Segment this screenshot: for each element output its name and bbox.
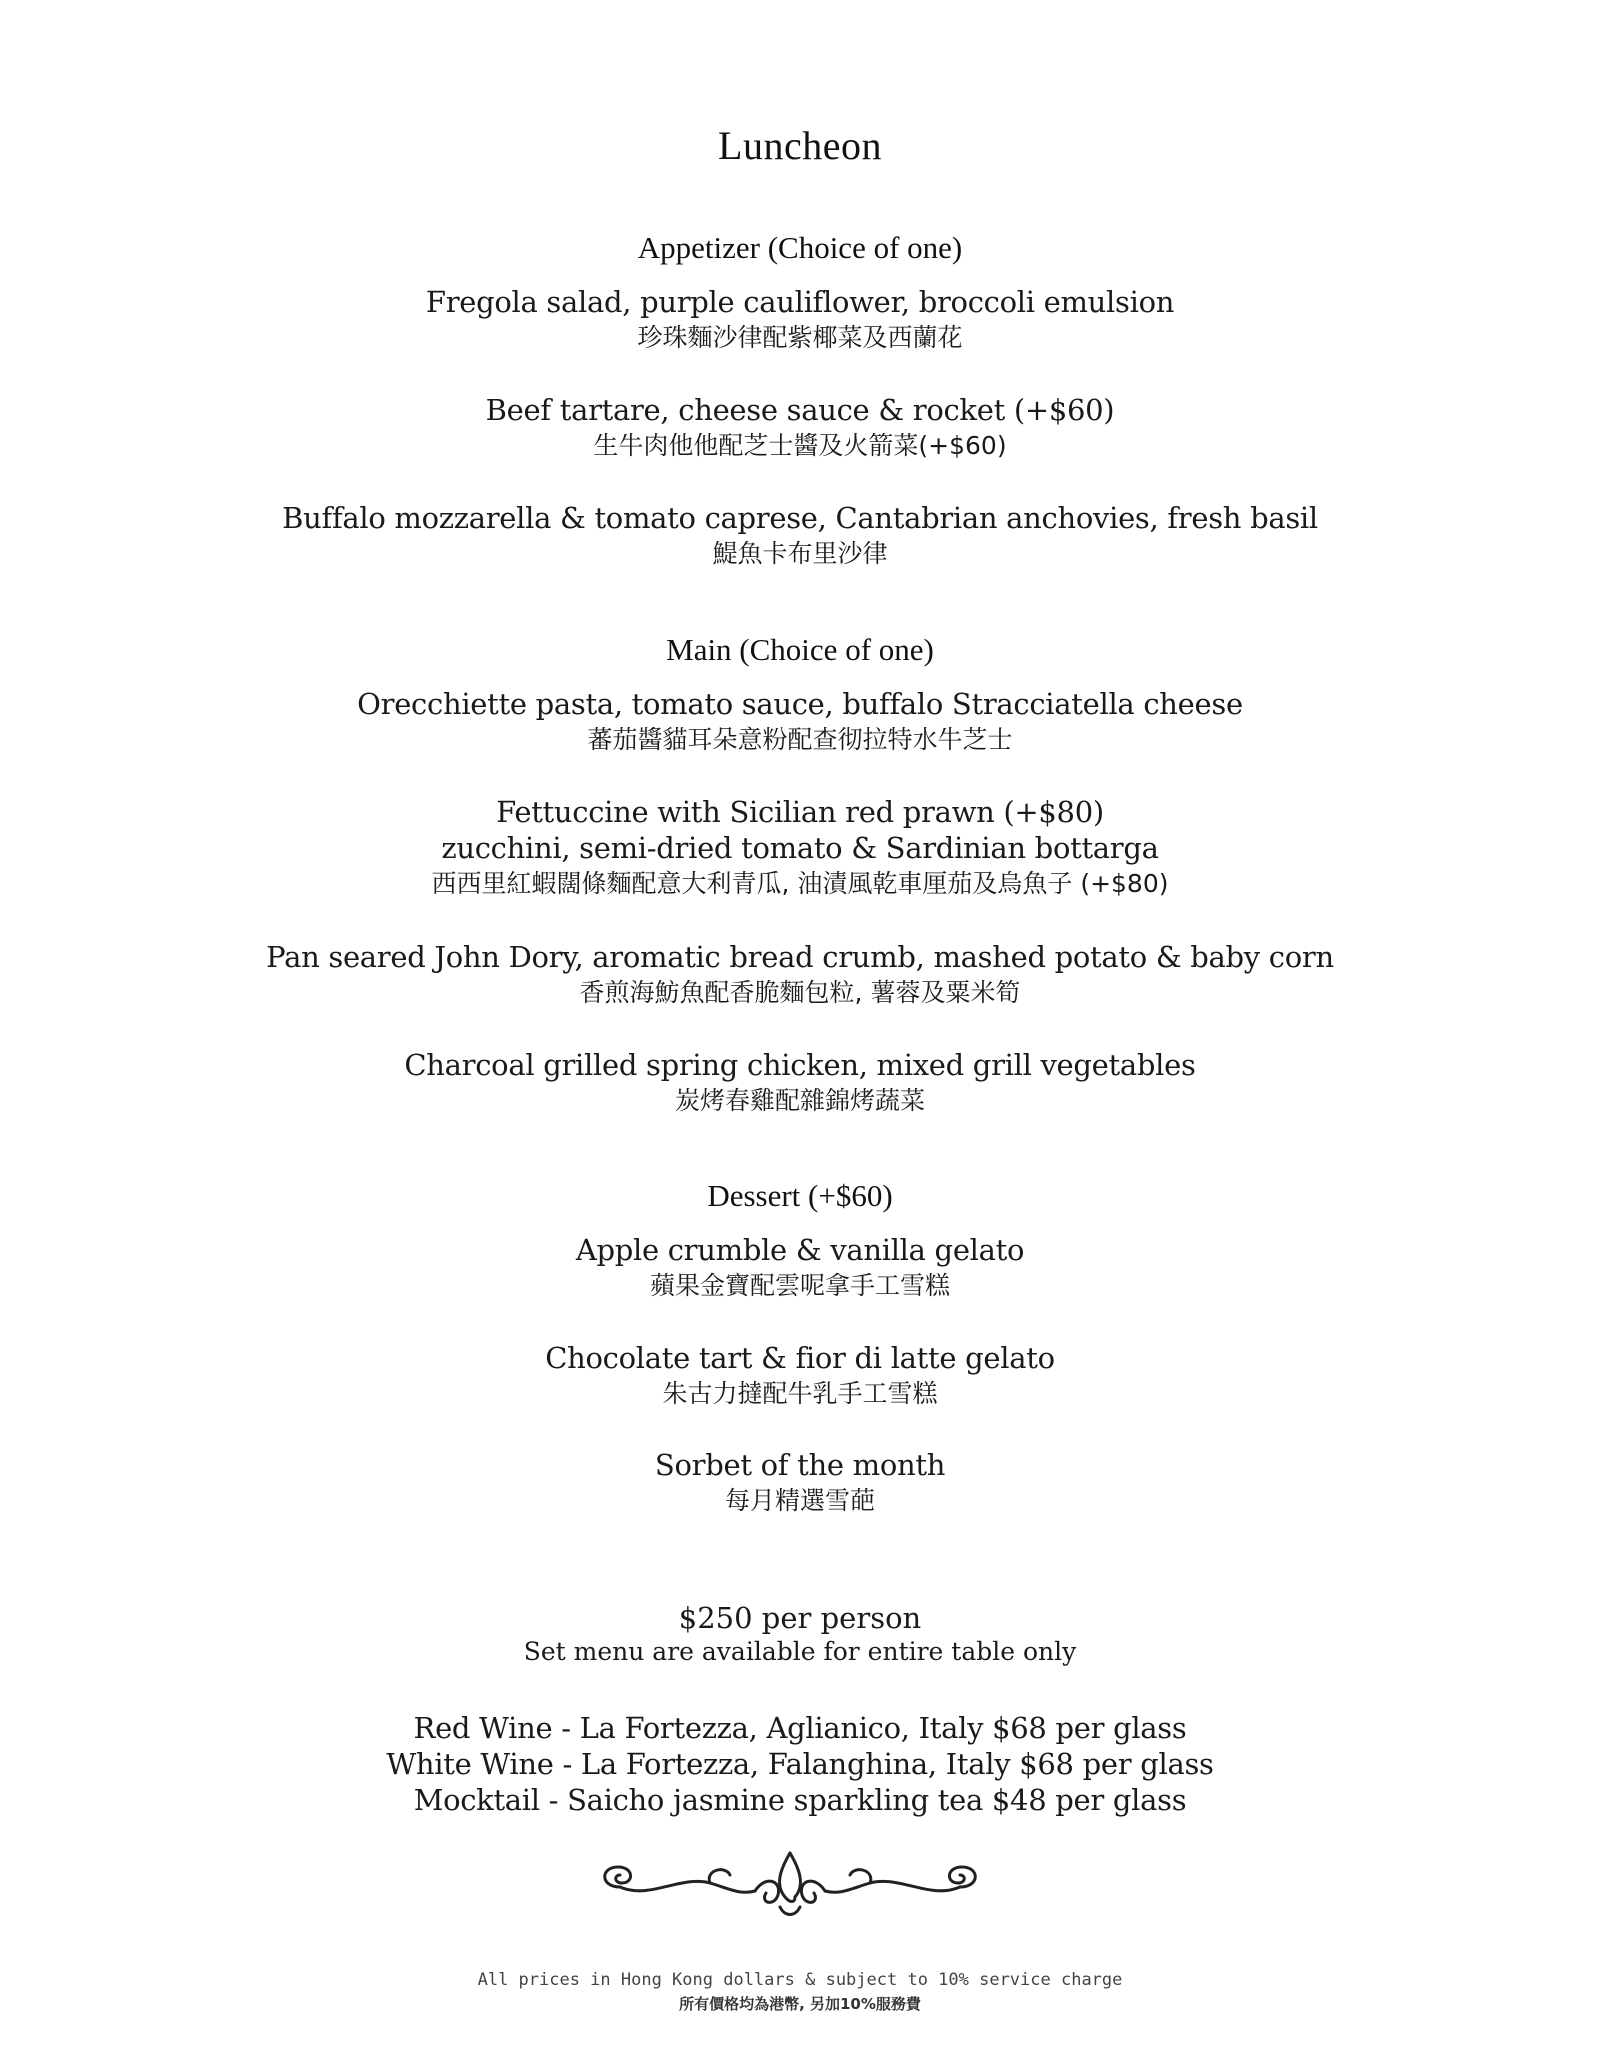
item-name-zh: 炭烤春雞配雜錦烤蔬菜: [674, 1086, 925, 1115]
dessert-item: [0, 1232, 1600, 1304]
item-name-en: Charcoal grilled spring chicken, mixed grill vegetables: [404, 1048, 1196, 1082]
item-name-en: Apple crumble & vanilla gelato: [575, 1233, 1025, 1267]
item-name-en: Sorbet of the month: [654, 1448, 946, 1482]
appetizer-item: [0, 284, 1600, 356]
item-name-zh: 朱古力撻配牛乳手工雪糕: [662, 1379, 938, 1408]
price-per-person: $250 per person: [678, 1601, 922, 1635]
drink-item: Mocktail - Saicho jasmine sparkling tea $48 per glass: [413, 1783, 1187, 1817]
main-item: [0, 1047, 1600, 1119]
appetizer-item: [0, 500, 1600, 572]
item-name-en: Beef tartare, cheese sauce & rocket (+$60): [485, 393, 1115, 427]
item-name-zh: 香煎海魴魚配香脆麵包粒, 薯蓉及粟米筍: [579, 978, 1021, 1007]
dessert-heading: Dessert (+$60): [707, 1178, 893, 1213]
drink-item: Red Wine - La Fortezza, Aglianico, Italy $68 per glass: [413, 1711, 1187, 1745]
main-item: [0, 794, 1600, 902]
item-name-zh: 蕃茄醬貓耳朵意粉配查彻拉特水牛芝士: [587, 725, 1013, 754]
item-name-zh: 蘋果金寶配雲呢拿手工雪糕: [649, 1271, 950, 1300]
item-name-en: Fregola salad, purple cauliflower, broccoli emulsion: [425, 285, 1175, 319]
main-item: [0, 686, 1600, 758]
item-name-zh: 每月精選雪葩: [724, 1486, 875, 1515]
drink-item: White Wine - La Fortezza, Falanghina, Italy $68 per glass: [386, 1747, 1214, 1781]
dessert-item: [0, 1447, 1600, 1519]
item-name-en: Pan seared John Dory, aromatic bread crumb, mashed potato & baby corn: [266, 940, 1334, 974]
main-item: [0, 939, 1600, 1011]
table-note: Set menu are available for entire table only: [523, 1637, 1077, 1666]
footer-note-zh: 所有價格均為港幣, 另加10%服務費: [679, 1995, 921, 2013]
item-name-en: Buffalo mozzarella & tomato caprese, Cantabrian anchovies, fresh basil: [282, 501, 1318, 535]
item-name-en-line2: zucchini, semi-dried tomato & Sardinian bottarga: [441, 831, 1159, 865]
item-name-zh: 珍珠麵沙律配紫椰菜及西蘭花: [637, 323, 963, 352]
item-name-zh: 生牛肉他他配芝士醬及火箭菜(+$60): [593, 431, 1007, 460]
appetizer-item: [0, 392, 1600, 464]
price-block: [0, 1600, 1600, 1668]
item-name-en: Fettuccine with Sicilian red prawn (+$80): [496, 795, 1104, 829]
footer: [0, 1968, 1600, 2016]
dessert-item: [0, 1340, 1600, 1412]
menu-title: Luncheon: [718, 123, 882, 168]
footer-note-en: All prices in Hong Kong dollars & subject to 10% service charge: [477, 1970, 1123, 1990]
appetizer-heading: Appetizer (Choice of one): [637, 230, 963, 265]
flourish-ornament-icon: [590, 1845, 990, 1925]
drinks-list: [0, 1710, 1600, 1818]
main-heading: Main (Choice of one): [666, 632, 934, 667]
item-name-zh: 鯷魚卡布里沙律: [712, 539, 888, 568]
item-name-zh: 西西里紅蝦闊條麵配意大利青瓜, 油漬風乾車厘茄及烏魚子 (+$80): [431, 869, 1169, 898]
item-name-en: Orecchiette pasta, tomato sauce, buffalo Stracciatella cheese: [357, 687, 1243, 721]
item-name-en: Chocolate tart & fior di latte gelato: [545, 1341, 1055, 1375]
